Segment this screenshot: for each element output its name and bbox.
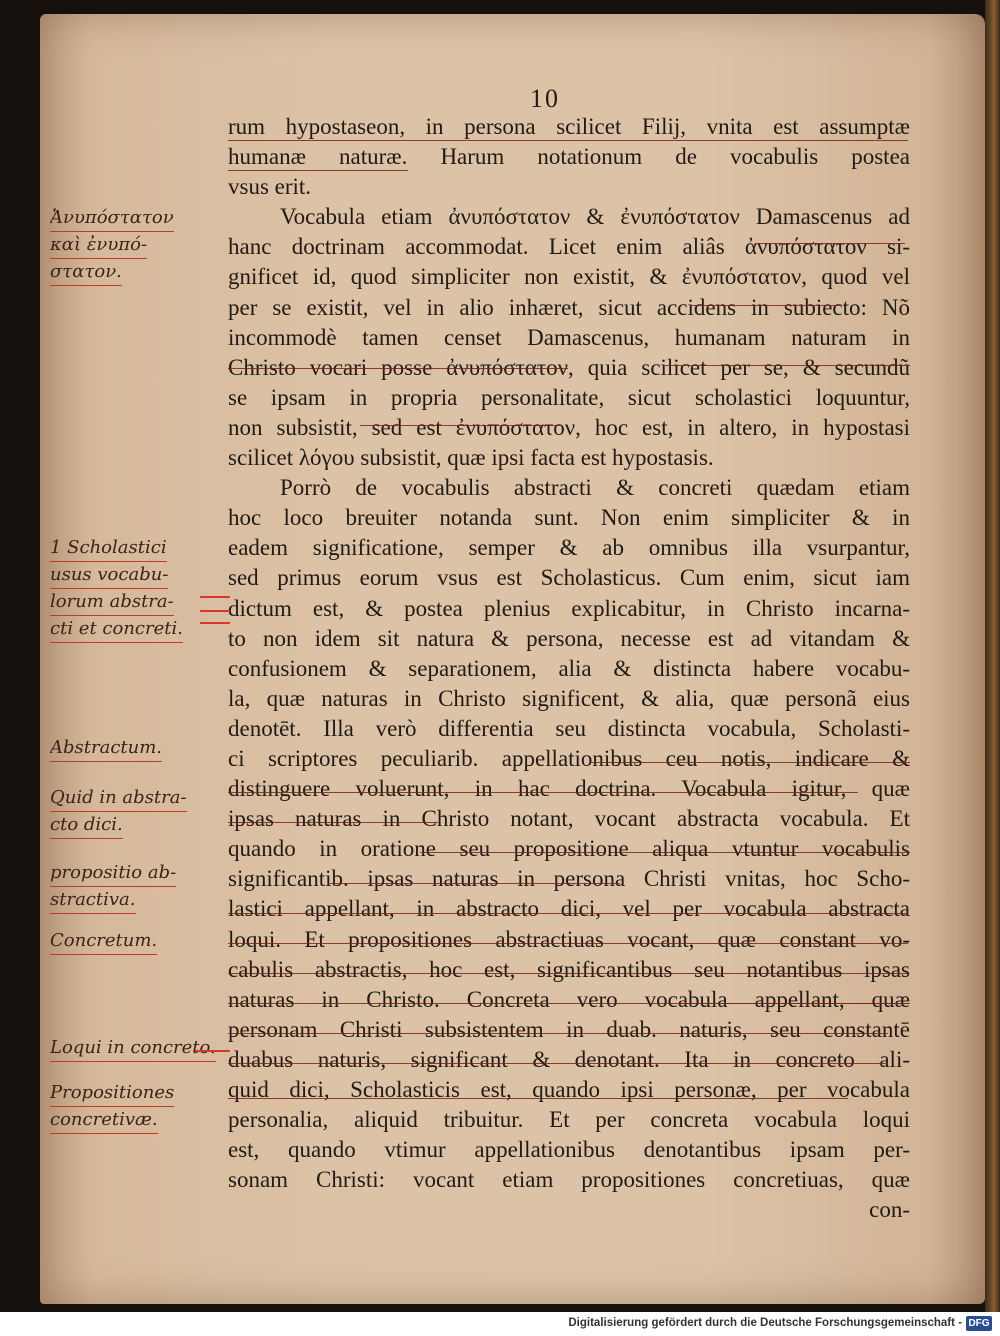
text-line: denotēt. Illa verò differentia seu distincta vocabula, Scholasti- <box>228 715 910 741</box>
margin-note <box>50 860 235 914</box>
text-line: quando in oratione seu propositione aliqua vtuntur vocabulis <box>228 836 910 862</box>
text-line: dictum est, & postea plenius explicabitur, in Christo incarna- <box>228 595 910 621</box>
pen-underline <box>228 943 908 944</box>
text-line: sed primus eorum vsus est Scholasticus. Cum enim, sicut iam <box>228 565 910 591</box>
margin-note-line: Ἀνυπόστατον <box>50 205 174 232</box>
margin-note-line: lorum abstra- <box>50 589 174 616</box>
text-line: non subsistit, sed est ἐνυπόστατον, hoc est, in altero, in hypostasi <box>228 414 910 440</box>
text-line: Christo vocari posse ἀνυπόστατον, quia scilicet per se, & secundũ <box>228 354 910 380</box>
pen-underline <box>690 305 840 306</box>
pen-underline <box>360 425 560 426</box>
text-line: naturas in Christo. Concreta vero vocabula appellant, quæ <box>228 986 910 1012</box>
text-line: vsus erit. <box>228 174 312 200</box>
page-number: 10 <box>530 84 560 113</box>
text-line: cabulis abstractis, hoc est, significantibus seu notantibus ipsas <box>228 956 910 982</box>
margin-note <box>50 928 235 955</box>
text-line: personam Christi subsistentem in duab. naturis, seu constantē <box>228 1016 910 1042</box>
text-line: est, quando vtimur appellationibus denotantibus ipsam per- <box>228 1137 910 1163</box>
text-line: Porrò de vocabulis abstracti & concreti quædam etiam <box>280 475 910 501</box>
margin-note-line: Loqui in concreto. <box>50 1035 216 1062</box>
footer-bar <box>0 1312 1000 1336</box>
margin-note-line: usus vocabu- <box>50 562 168 589</box>
margin-note-line: 1 Scholastici <box>50 535 167 562</box>
text-line: con- <box>869 1197 910 1223</box>
text-line: Vocabula etiam ἀνυπόστατον & ἐνυπόστατον Damascenus ad <box>280 204 910 230</box>
red-ink-mark <box>200 596 230 598</box>
text-line: lastici appellant, in abstracto dici, vel per vocabula abstracta <box>228 896 910 922</box>
footer-credit: Digitalisierung gefördert durch die Deutsche Forschungsgemeinschaft - <box>568 1317 962 1329</box>
text-line: duabus naturis, significant & denotant. Ita in concreto ali- <box>228 1046 910 1072</box>
text-line: hoc loco breuiter notanda sunt. Non enim simpliciter & in <box>228 505 910 531</box>
pen-underline <box>420 852 605 853</box>
pen-underline <box>228 913 908 914</box>
text-line: ipsas naturas in Christo notant, vocant abstracta vocabula. Et <box>228 806 910 832</box>
pen-underline <box>228 973 908 974</box>
text-line: quid dici, Scholasticis est, quando ipsi personæ, per vocabula <box>228 1077 910 1102</box>
text-line: scilicet λόγου subsistit, quæ ipsi facta est hypostasis. <box>228 445 714 471</box>
pen-underline <box>665 365 910 366</box>
text-line: rum hypostaseon, in persona scilicet Filij, vnita est assumptæ <box>228 114 910 139</box>
margin-note-line: cto dici. <box>50 812 123 839</box>
text-line: significantib. ipsas naturas in persona Christi vnitas, hoc Scho- <box>228 866 910 892</box>
red-ink-mark <box>195 1050 230 1052</box>
pen-underline <box>610 852 910 853</box>
text-line: hanc doctrinam accommodat. Licet enim aliâs ἀνυπόστατον si- <box>228 234 910 260</box>
pen-underline <box>228 792 858 793</box>
text-line: gnificet id, quod simpliciter non existit, & ἐνυπόστατον, quod vel <box>228 264 910 290</box>
margin-note-line: Quid in abstra- <box>50 785 187 812</box>
margin-note <box>50 1035 235 1062</box>
margin-note <box>50 1080 235 1134</box>
margin-notes <box>50 0 240 1200</box>
text-line: se ipsam in propria personalitate, sicut scholastici loquuntur, <box>228 384 910 410</box>
text-line: per se existit, vel in alio inhæret, sicut accidens in subiecto: Nõ <box>228 294 910 320</box>
text-line: distinguere voluerunt, in hac doctrina. Vocabula igitur, quæ <box>228 776 910 802</box>
pen-underline <box>228 1063 888 1064</box>
pen-underline <box>228 1033 888 1034</box>
pen-underline <box>228 170 408 171</box>
margin-note-line: Abstractum. <box>50 735 162 762</box>
pen-underline <box>755 243 905 244</box>
red-ink-mark <box>200 622 230 624</box>
pen-underline <box>590 762 910 763</box>
dfg-logo: DFG <box>966 1316 992 1331</box>
margin-note-line: cti et concreti. <box>50 616 183 643</box>
pen-underline <box>680 1003 910 1004</box>
margin-note-line: stractiva. <box>50 887 136 914</box>
margin-note-line: στατον. <box>50 259 122 286</box>
margin-note-line: propositio ab- <box>50 860 176 887</box>
pen-underline <box>228 822 438 823</box>
pen-underline <box>330 883 620 884</box>
text-line: incommodè tamen censet Damascenus, humanam naturam in <box>228 324 910 350</box>
margin-note-line: Concretum. <box>50 928 157 955</box>
text-line: sonam Christi: vocant etiam propositiones concretiuas, quæ <box>228 1167 910 1193</box>
text-line: humanæ naturæ. Harum notationum de vocabulis postea <box>228 144 910 170</box>
pen-underline <box>228 140 908 141</box>
margin-note <box>50 785 235 839</box>
margin-note <box>50 535 235 643</box>
margin-note-line: Propositiones <box>50 1080 174 1107</box>
text-line: to non idem sit natura & persona, necesse est ad vitandam & <box>228 625 910 651</box>
pen-underline <box>228 1098 848 1099</box>
book-spine <box>985 0 1000 1312</box>
red-ink-mark <box>200 610 230 612</box>
margin-note <box>50 205 235 286</box>
margin-note <box>50 735 235 762</box>
text-line: ci scriptores peculiarib. appellationibus ceu notis, indicare & <box>228 745 910 771</box>
text-line: eadem significatione, semper & ab omnibus illa vsurpantur, <box>228 535 910 561</box>
text-line: confusionem & separationem, alia & distincta habere vocabu- <box>228 655 910 681</box>
text-line: loqui. Et propositiones abstractiuas vocant, quæ constant vo- <box>228 926 910 952</box>
body-text <box>228 112 910 1225</box>
margin-note-line: καὶ ἐνυπό- <box>50 232 147 259</box>
text-line: la, quæ naturas in Christo significent, & alia, quæ personã eius <box>228 685 910 711</box>
pen-underline <box>228 368 568 369</box>
margin-note-line: concretivæ. <box>50 1107 158 1134</box>
text-line: personalia, aliquid tribuitur. Et per concreta vocabula loqui <box>228 1107 910 1133</box>
